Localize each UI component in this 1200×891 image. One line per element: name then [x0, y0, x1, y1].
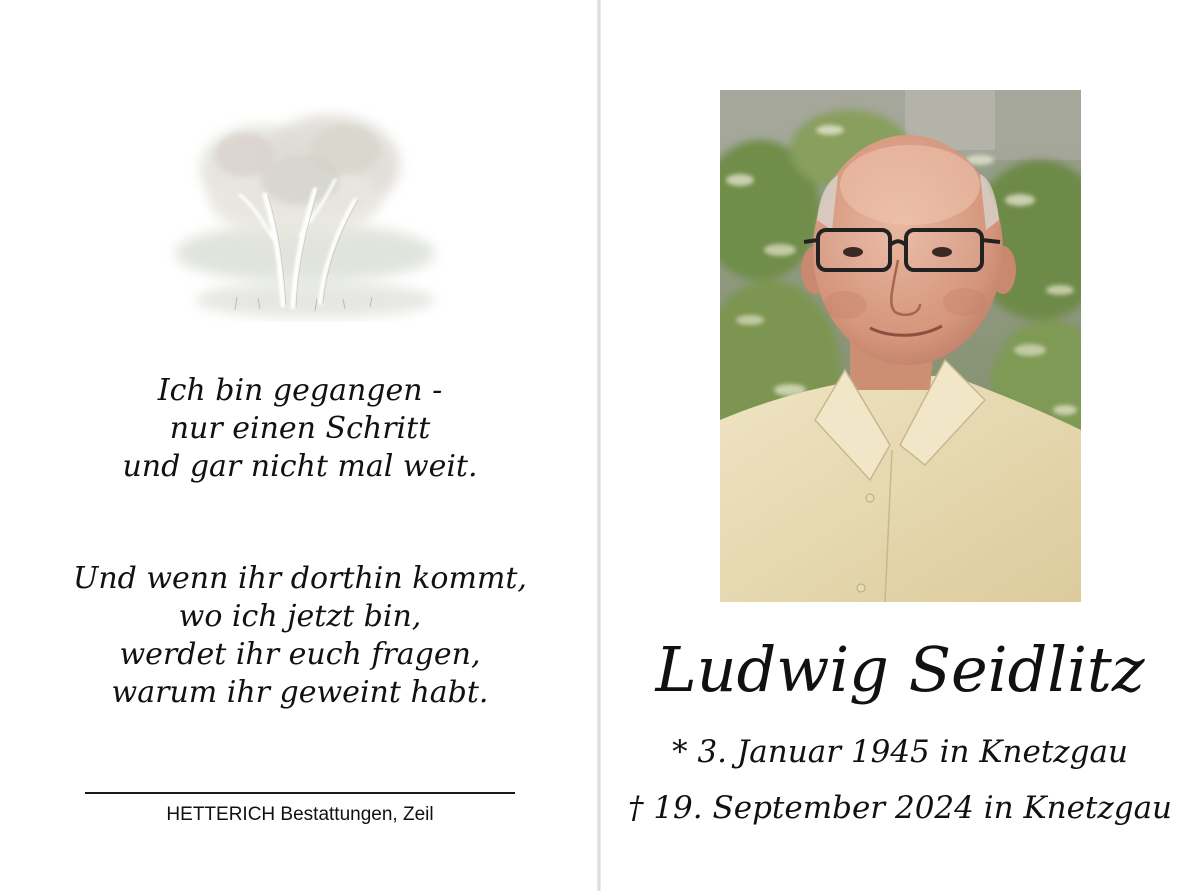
poem-line: Und wenn ihr dorthin kommt, [73, 561, 527, 596]
fold-divider [597, 0, 601, 891]
poem-line: wo ich jetzt bin, [178, 599, 422, 634]
undertaker-credit: HETTERICH Bestattungen, Zeil [166, 804, 434, 825]
footer-rule [85, 792, 515, 794]
poem-stanza-1 [40, 372, 560, 486]
portrait-photo [720, 90, 1081, 602]
poem-stanza-2 [40, 560, 560, 712]
birth-date: * 3. Januar 1945 in Knetzgau [672, 734, 1128, 770]
poem-line: nur einen Schritt [169, 411, 431, 446]
deceased-name: Ludwig Seidlitz [655, 633, 1145, 706]
death-date: † 19. September 2024 in Knetzgau [627, 790, 1173, 826]
poem-line: und gar nicht mal weit. [122, 449, 478, 484]
poem-line: warum ihr geweint habt. [111, 675, 489, 710]
poem-line: Ich bin gegangen - [157, 373, 443, 408]
poem-line: werdet ihr euch fragen, [119, 637, 481, 672]
watercolor-tree-icon [165, 85, 445, 330]
